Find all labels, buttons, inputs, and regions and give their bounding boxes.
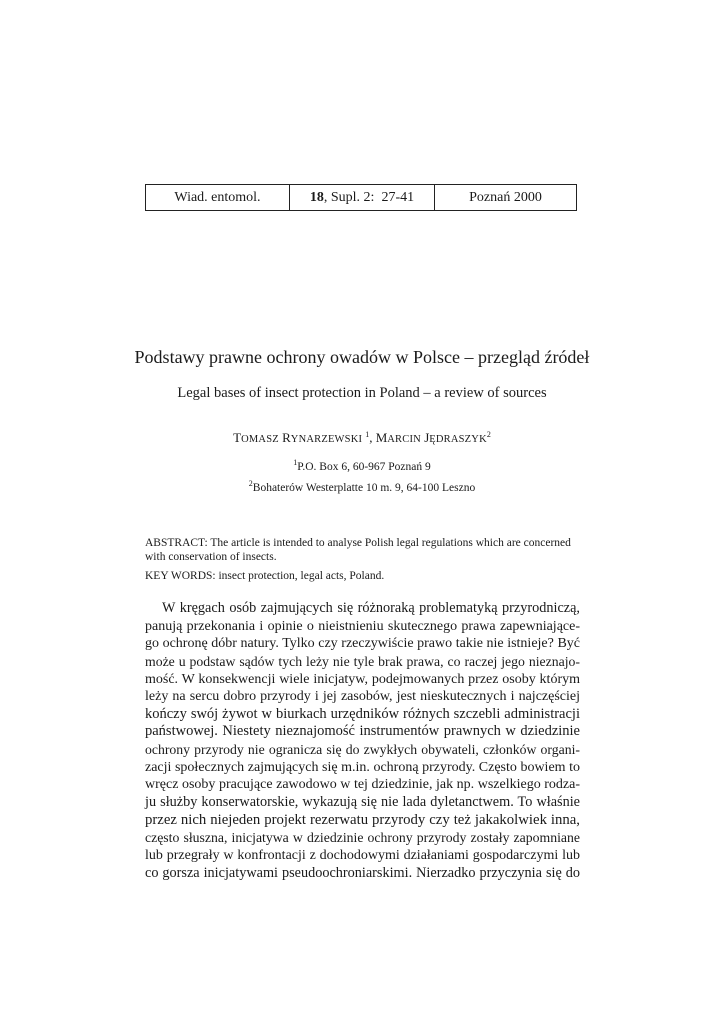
body-line: mość. W konsekwencji wiele inicjatyw, podejmowanych przez osoby którym: [145, 671, 580, 687]
body-line: zacji społecznych zajmujących się m.in. ochroną przyrody. Często bowiem to: [145, 759, 580, 775]
body-line: co gorsza inicjatywami pseudoochroniarskimi. Nierzadko przyczynia się do: [145, 864, 580, 881]
address-2: $^2$Bohaterów Westerplatte 10 m. 9, 64-100 Leszno: [248, 479, 476, 494]
body-line: panują przekonania i opinie o nieistnieniu skutecznego prawa zapewniające-: [145, 618, 580, 634]
journal-name: Wiad. entomol.: [146, 185, 290, 210]
body-line: przez nich niejeden projekt rezerwatu przyrody czy też jakakolwiek inna,: [145, 811, 580, 828]
issue-pages: , Supl. 2: 27-41: [323, 189, 415, 205]
keywords: KEY WORDS: insect protection, legal acts, Poland.: [145, 570, 385, 582]
author-separator: ,: [369, 430, 376, 445]
abstract: [145, 536, 580, 564]
author-2: MARCIN JĘDRASZYK$^2$: [375, 430, 491, 445]
body-line: może u podstaw sądów tych leży nie tyle brak prawa, co raczej jego nieznajo-: [145, 653, 580, 669]
body-line: wręcz osoby pracujące zawodowo w tej dziedzinie, jak np. wszelkiego rodza-: [145, 777, 580, 793]
journal-header-box: [145, 184, 577, 211]
author-line: [0, 430, 724, 446]
address-1: $^1$P.O. Box 6, 60-967 Poznań 9: [293, 458, 431, 473]
body-line: często słuszna, inicjatywa w dziedzinie ochrony przyrody zostały zapomniane: [145, 830, 580, 846]
abstract-line: with conservation of insects.: [145, 551, 277, 563]
body-line: kończy swój żywot w biurkach urzędników różnych szczebli administracji: [145, 705, 580, 722]
paper-title: Podstawy prawne ochrony owadów w Polsce – przegląd źródeł: [134, 347, 590, 367]
body-line: go ochronę dóbr natury. Tylko czy rzeczywiście prawo takie nie istnieje? Być: [145, 636, 580, 652]
body-line: leży na sercu dobro przyrody i jej zasobów, jest nieskutecznych i najczęściej: [145, 689, 580, 705]
body-line: lub przegrały w konfrontacji z dochodowymi działaniami gospodarczymi lub: [145, 847, 580, 863]
body-line: W kręgach osób zajmujących się różnoraką problematyką przyrodniczą,: [162, 600, 580, 616]
body-line: ju służby konserwatorskie, wykazują się nie lada dyletanctwem. To właśnie: [145, 794, 580, 811]
volume-number: 18: [309, 189, 324, 205]
body-line: państwowej. Niestety nieznajomość instrumentów prawnych w dziedzinie: [145, 723, 580, 740]
body-paragraph: [145, 600, 580, 882]
body-line: ochrony przyrody nie ogranicza się do zwykłych obywateli, członków organi-: [145, 742, 580, 758]
paper-subtitle: Legal bases of insect protection in Poland – a review of sources: [177, 385, 547, 401]
author-2-affiliation: 2: [486, 430, 491, 439]
abstract-line: ABSTRACT: The article is intended to analyse Polish legal regulations which are concerned: [145, 537, 571, 549]
place-year: Poznań 2000: [469, 189, 542, 205]
author-1-affiliation: 1: [365, 430, 370, 439]
author-1: TOMASZ RYNARZEWSKI $^1$: [233, 430, 370, 445]
volume-pages: [290, 185, 435, 210]
